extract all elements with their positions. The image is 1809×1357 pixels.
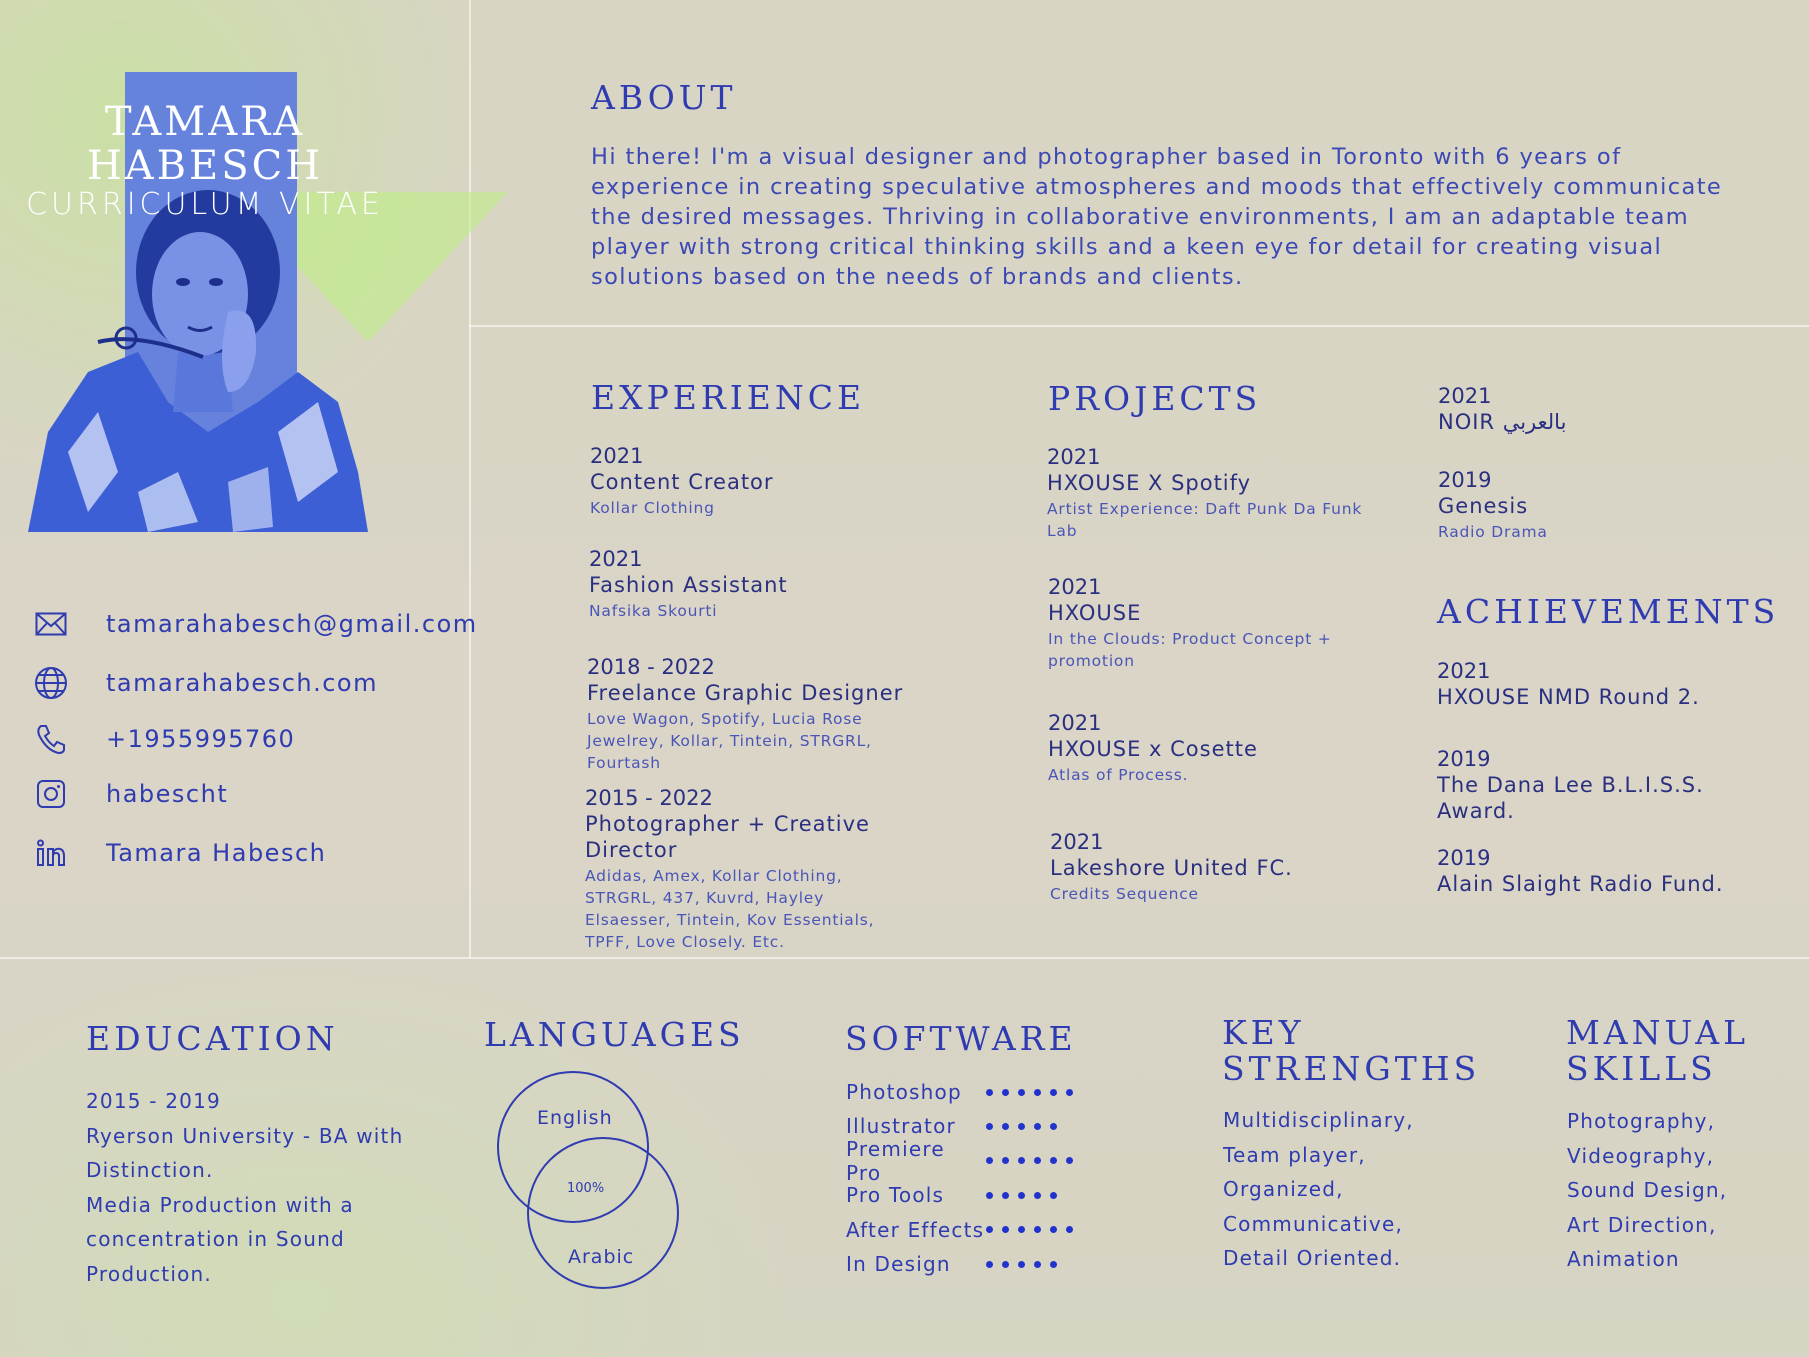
achievement-item [1437,746,1787,824]
achievement-year: 2019 [1437,747,1491,771]
rating-dot [1018,1089,1025,1096]
project-desc: Artist Experience: Daft Punk Da Funk Lab [1047,500,1363,540]
rating-dot [1002,1261,1009,1268]
project-year: 2021 [1048,711,1102,735]
experience-role: Freelance Graphic Designer [587,681,904,705]
software-row [846,1178,1096,1212]
experience-org: Adidas, Amex, Kollar Clothing, STRGRL, 437, Kuvrd, Hayley Elsaesser, Tintein, Kov Essentials, TPFF, Love Closely. Etc. [585,867,875,951]
rating-dot [1050,1089,1057,1096]
project-year: 2021 [1048,575,1102,599]
rating-dot [1050,1192,1057,1199]
contact-phone-text: +1955995760 [106,725,296,753]
education-line: Distinction. [86,1158,214,1182]
rating-dot [1034,1226,1041,1233]
project-item [1438,383,1738,435]
contact-linkedin[interactable] [32,834,326,872]
software-row [846,1213,1096,1247]
globe-icon [32,664,70,702]
strengths-heading-line: STRENGTHS [1222,1049,1481,1088]
contact-website-text: tamarahabesch.com [106,669,378,697]
manual-skill-item: Art Direction, [1567,1212,1717,1237]
experience-role: Photographer + Creative Director [585,812,870,862]
achievement-title: HXOUSE NMD Round 2. [1437,685,1700,709]
rating-dot [986,1226,993,1233]
experience-year: 2015 - 2022 [585,786,713,810]
strength-item: Team player, [1223,1142,1366,1167]
manual-skills-heading [1566,1015,1749,1087]
experience-org: Kollar Clothing [590,499,715,517]
experience-role: Content Creator [590,470,774,494]
rating-dot [1018,1123,1025,1130]
rating-dot [1066,1157,1073,1164]
software-row [846,1136,1096,1185]
education-line: Ryerson University - BA with [86,1123,404,1148]
education-line: concentration in Sound [86,1227,345,1251]
project-year: 2021 [1050,830,1104,854]
experience-year: 2018 - 2022 [587,655,715,679]
experience-item [589,546,949,622]
rating-dot [1002,1123,1009,1130]
strength-item: Organized, [1223,1177,1344,1201]
software-name: In Design [846,1252,951,1276]
projects-heading: PROJECTS [1048,379,1262,418]
project-item [1048,710,1378,786]
software-rating [986,1226,1073,1233]
experience-heading: EXPERIENCE [591,378,866,417]
instagram-icon [32,775,70,813]
project-desc: In the Clouds: Product Concept + promotion [1048,630,1332,670]
experience-org: Love Wagon, Spotify, Lucia Rose Jewelrey, Kollar, Tintein, STRGRL, Fourtash [587,710,872,772]
rating-dot [1050,1123,1057,1130]
language-arabic: Arabic [568,1246,635,1268]
rating-dot [1066,1089,1073,1096]
strength-item: Detail Oriented. [1223,1246,1402,1270]
achievement-item [1437,658,1777,710]
contact-instagram[interactable] [32,775,228,813]
achievement-title: Alain Slaight Radio Fund. [1437,872,1724,896]
rating-dot [1018,1226,1025,1233]
linkedin-icon [32,834,70,872]
project-title: NOIR بالعربي [1438,410,1567,434]
project-desc: Credits Sequence [1050,885,1199,903]
rating-dot [1034,1261,1041,1268]
cv-header [0,100,410,222]
mail-icon [32,605,70,643]
education-line: Production. [86,1261,212,1286]
achievement-item [1437,845,1777,897]
strengths-heading-line: KEY [1222,1013,1305,1052]
project-desc: Atlas of Process. [1048,766,1189,784]
software-name: Pro Tools [846,1183,945,1208]
manual-skill-item: Animation [1567,1247,1680,1271]
rating-dot [986,1261,993,1268]
software-rating [986,1261,1057,1268]
contact-email[interactable] [32,605,478,643]
rating-dot [1002,1192,1009,1199]
experience-year: 2021 [590,444,644,468]
divider-bottom [0,957,1809,959]
software-rating [986,1157,1073,1164]
experience-item [585,785,915,953]
achievement-title: The Dana Lee B.L.I.S.S. Award. [1437,773,1704,823]
divider-about [469,325,1809,327]
achievement-year: 2019 [1437,846,1491,870]
project-year: 2019 [1438,468,1492,492]
project-title: Genesis [1438,494,1529,518]
project-desc: Radio Drama [1438,523,1548,541]
languages-heading: LANGUAGES [484,1015,745,1054]
divider-vertical [469,0,471,958]
manual-skill-item: Sound Design, [1567,1178,1728,1202]
rating-dot [1034,1192,1041,1199]
rating-dot [1002,1089,1009,1096]
software-rating [986,1192,1057,1199]
project-year: 2021 [1438,384,1492,408]
project-item [1048,574,1358,672]
software-heading: SOFTWARE [845,1019,1077,1058]
rating-dot [1002,1226,1009,1233]
rating-dot [986,1089,993,1096]
rating-dot [1050,1261,1057,1268]
manual-skill-item: Photography, [1567,1109,1716,1133]
experience-year: 2021 [589,547,643,571]
software-row [846,1247,1096,1281]
rating-dot [1034,1157,1041,1164]
software-row [846,1075,1096,1109]
contact-email-text: tamarahabesch@gmail.com [106,610,478,638]
rating-dot [1018,1261,1025,1268]
rating-dot [1050,1226,1057,1233]
experience-org: Nafsika Skourti [589,602,718,620]
rating-dot [1002,1157,1009,1164]
software-name: Illustrator [846,1114,956,1139]
rating-dot [1018,1192,1025,1199]
manual-skill-item: Videography, [1567,1143,1715,1168]
project-item [1047,444,1377,542]
experience-item [587,654,917,774]
experience-item [590,443,950,519]
contact-instagram-text: habescht [106,780,229,808]
rating-dot [986,1192,993,1199]
project-title: HXOUSE X Spotify [1047,471,1252,495]
contact-linkedin-text: Tamara Habesch [106,839,327,867]
education-heading: EDUCATION [86,1019,339,1058]
rating-dot [986,1123,993,1130]
education-text [86,1084,403,1291]
strengths-list [1223,1103,1414,1276]
rating-dot [1034,1089,1041,1096]
project-title: HXOUSE x Cosette [1048,737,1258,761]
achievements-heading: ACHIEVEMENTS [1437,592,1780,631]
achievement-year: 2021 [1437,659,1491,683]
rating-dot [1018,1157,1025,1164]
strength-item: Communicative, [1223,1211,1404,1236]
language-overlap: 100% [567,1181,605,1196]
language-english: English [537,1107,613,1129]
rating-dot [1066,1226,1073,1233]
manual-skills-list [1567,1104,1727,1277]
project-title: HXOUSE [1048,601,1142,625]
about-heading: ABOUT [591,78,737,117]
project-item [1050,829,1380,905]
name-title: TAMARA HABESCH [86,99,324,189]
software-name: After Effects [846,1217,985,1242]
rating-dot [1050,1157,1057,1164]
software-name: Photoshop [846,1080,962,1104]
strength-item: Multidisciplinary, [1223,1108,1414,1132]
education-line: 2015 - 2019 [86,1089,221,1113]
project-title: Lakeshore United FC. [1050,856,1293,880]
software-name: Premiere Pro [846,1136,945,1185]
manual-heading-line: SKILLS [1566,1049,1717,1088]
software-rating [986,1089,1073,1096]
project-item [1438,467,1738,543]
contact-website[interactable] [32,664,378,702]
phone-icon [32,720,70,758]
project-year: 2021 [1047,445,1101,469]
strengths-heading [1222,1015,1480,1087]
rating-dot [986,1157,993,1164]
manual-heading-line: MANUAL [1566,1013,1750,1052]
contact-phone[interactable] [32,720,295,758]
software-rating [986,1123,1057,1130]
cv-subtitle: CURRICULUM VITAE [26,187,384,222]
about-text: Hi there! I'm a visual designer and photographer based in Toronto with 6 years of experience in creating speculative atmospheres and moods that effectively communicate the desired messages. Thriving in collaborative environments, I am an adaptable team player with strong critical thinking skills and a keen eye for detail for creating visual solutions based on the needs of brands and clients. [591,144,1723,290]
experience-role: Fashion Assistant [589,573,788,597]
rating-dot [1034,1123,1041,1130]
education-line: Media Production with a [86,1192,354,1217]
